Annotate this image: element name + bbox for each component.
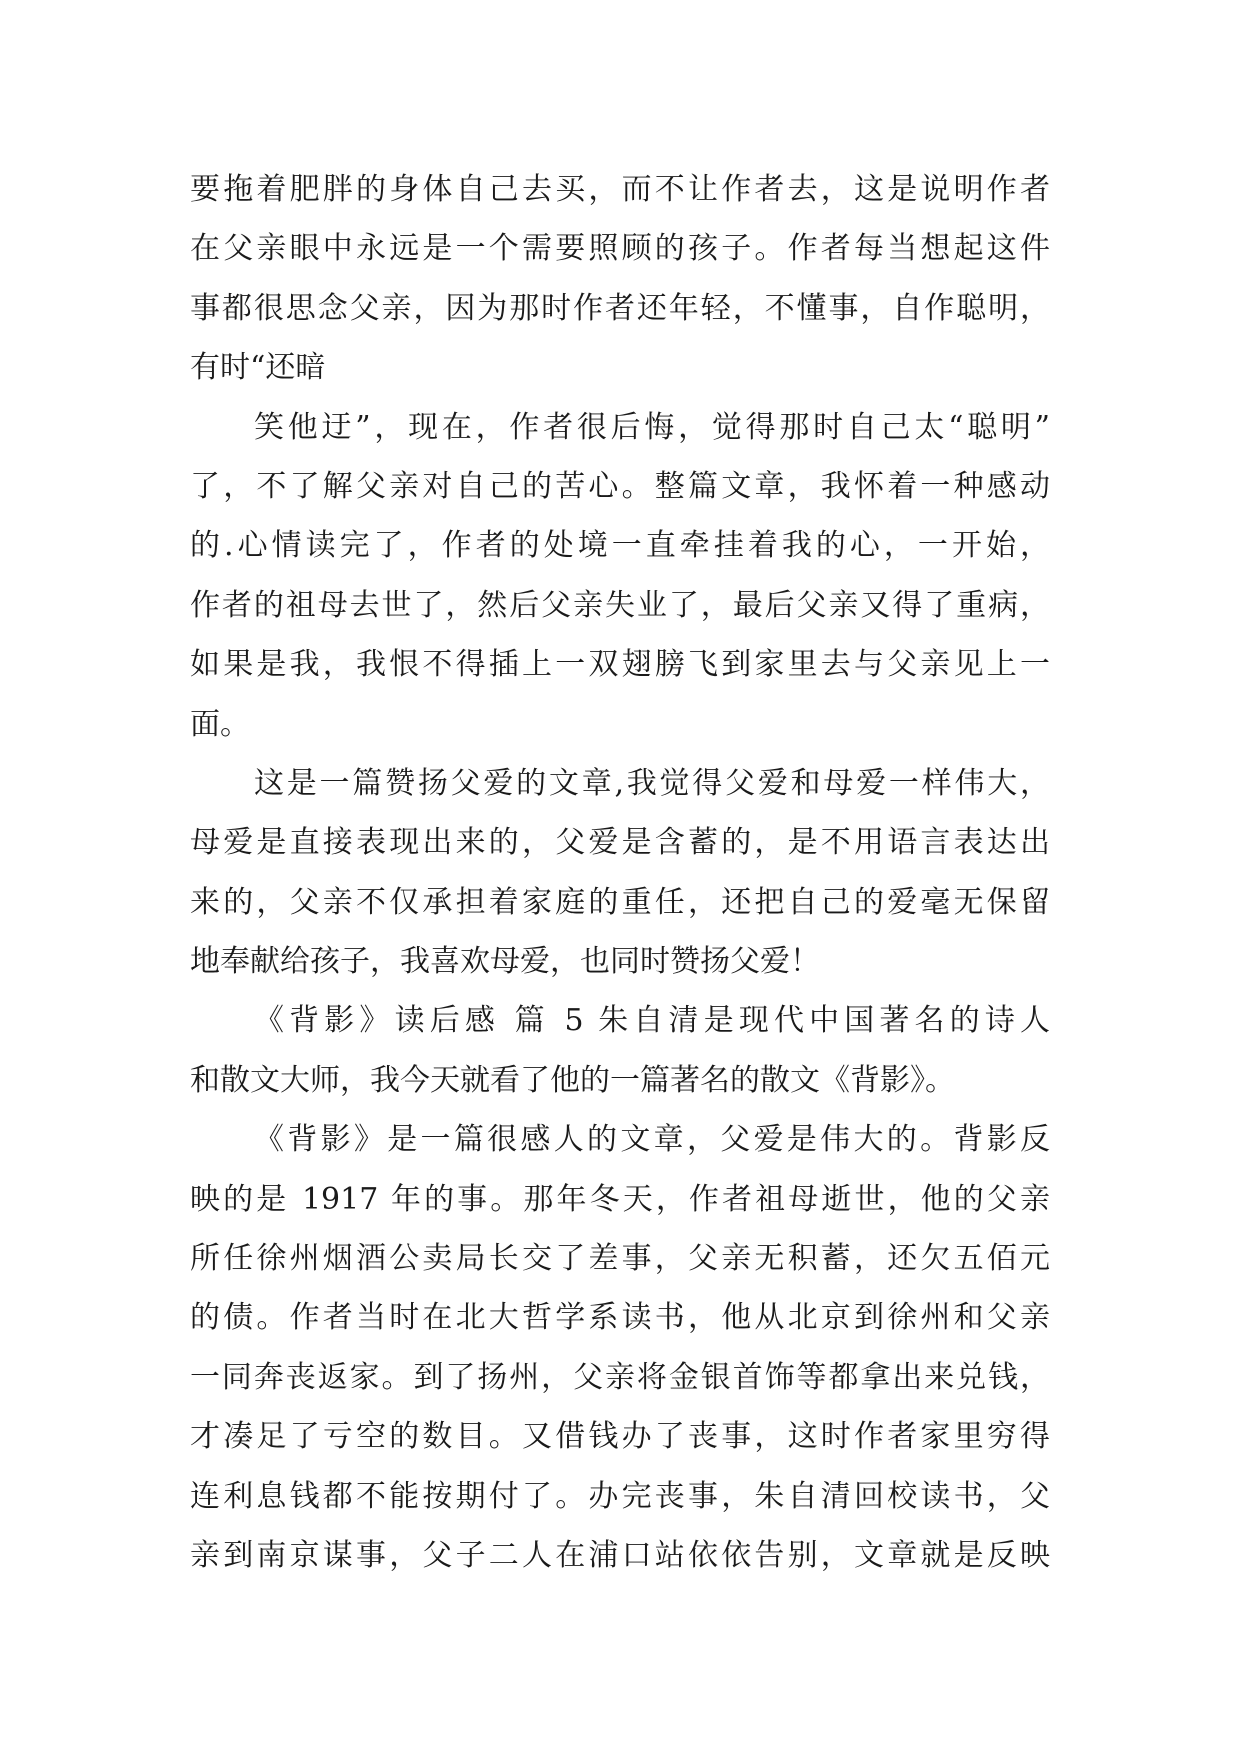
text-line: 地奉献给孩子，我喜欢母爱，也同时赞扬父爱！ <box>190 944 820 980</box>
text-line: 映的是 1917 年的事。那年冬天，作者祖母逝世，他的父亲 <box>190 1181 1050 1217</box>
text-line: 事都很思念父亲，因为那时作者还年轻，不懂事，自作聪明， <box>190 290 1050 326</box>
text-line: 连利息钱都不能按期付了。办完丧事，朱自清回校读书，父 <box>190 1478 1050 1514</box>
text-line: 的债。作者当时在北大哲学系读书，他从北京到徐州和父亲 <box>190 1300 1050 1336</box>
text-line: 母爱是直接表现出来的，父爱是含蓄的，是不用语言表达出 <box>190 825 1050 861</box>
text-line: 才凑足了亏空的数目。又借钱办了丧事，这时作者家里穷得 <box>190 1419 1050 1455</box>
text-line: 的.心情读完了，作者的处境一直牵挂着我的心，一开始， <box>190 528 1050 564</box>
text-line: 和散文大师，我今天就看了他的一篇著名的散文《背影》。 <box>190 1062 955 1098</box>
text-line: 面。 <box>190 706 250 742</box>
text-line: 《背影》读后感 篇 5 朱自清是现代中国著名的诗人 <box>254 1003 1050 1039</box>
text-line: 有时“还暗 <box>190 350 326 386</box>
text-line: 了，不了解父亲对自己的苦心。整篇文章，我怀着一种感动 <box>190 468 1050 504</box>
text-line: 如果是我，我恨不得插上一双翅膀飞到家里去与父亲见上一 <box>190 647 1050 683</box>
text-line: 作者的祖母去世了，然后父亲失业了，最后父亲又得了重病， <box>190 587 1050 623</box>
text-line: 要拖着肥胖的身体自己去买，而不让作者去，这是说明作者 <box>190 172 1050 207</box>
text-line: 在父亲眼中永远是一个需要照顾的孩子。作者每当想起这件 <box>190 231 1050 267</box>
text-line: 一同奔丧返家。到了扬州，父亲将金银首饰等都拿出来兑钱， <box>190 1359 1050 1395</box>
text-line: 笑他迂”，现在，作者很后悔，觉得那时自己太“聪明” <box>254 409 1050 445</box>
text-line: 亲到南京谋事，父子二人在浦口站依依告别，文章就是反映 <box>190 1537 1050 1573</box>
text-line: 《背影》是一篇很感人的文章，父爱是伟大的。背影反 <box>254 1122 1050 1158</box>
text-line: 这是一篇赞扬父爱的文章,我觉得父爱和母爱一样伟大， <box>254 765 1050 801</box>
text-line: 所任徐州烟酒公卖局长交了差事，父亲无积蓄，还欠五佰元 <box>190 1241 1050 1277</box>
body-text <box>190 160 1050 1585</box>
text-line: 来的，父亲不仅承担着家庭的重任，还把自己的爱毫无保留 <box>190 884 1050 920</box>
